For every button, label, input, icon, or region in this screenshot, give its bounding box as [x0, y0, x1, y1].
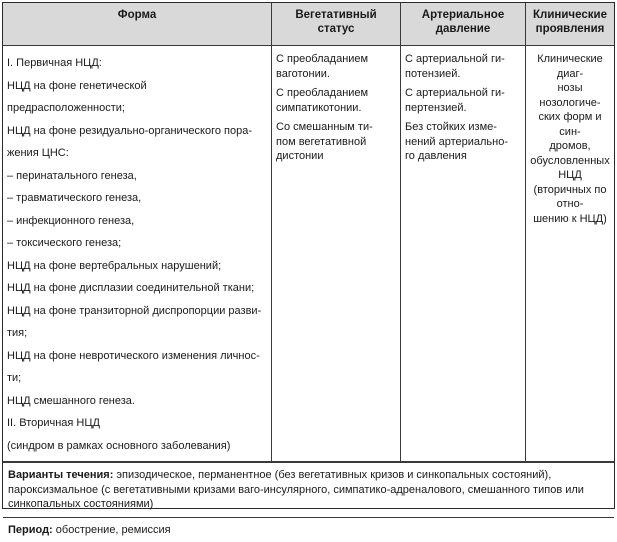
form-line: НЦД на фоне транзиторной диспропорции разви- [7, 304, 262, 317]
vegetative-item: С преобладанием симпатикотонии. [276, 87, 369, 114]
pressure-item: С артериальной ги- пертензией. [405, 87, 505, 114]
header-clinical-text: Клинические проявления [533, 9, 607, 35]
form-line: (синдром в рамках основного заболевания) [7, 439, 231, 452]
pressure-item: Без стойких изме- нений артериально- го давления [405, 121, 509, 162]
form-line: – травматического генеза, [7, 192, 142, 204]
header-pressure-text: Артериальное давление [421, 9, 505, 35]
course-variants [3, 462, 614, 517]
vegetative-item: Со смешанным ти- пом вегетативной дистонии [276, 121, 373, 162]
form-line: – инфекционного генеза, [7, 214, 135, 227]
period-text: обострение, ремиссия [52, 523, 171, 536]
pressure-cell [401, 46, 526, 462]
form-line: НЦД смешанного генеза. [7, 394, 135, 407]
classification-table-sheet [2, 2, 615, 536]
form-line: ти; [7, 372, 22, 384]
period-label: Период: [8, 523, 53, 536]
form-line: – перинатального генеза, [7, 169, 137, 182]
form-line: НЦД на фоне генетической [7, 79, 147, 92]
body-row [3, 46, 614, 462]
form-line: предрасположенности; [7, 102, 125, 114]
form-line: жения ЦНС: [7, 147, 69, 159]
form-line: НЦД на фоне вертебральных нарушений; [7, 259, 222, 272]
clinical-cell [526, 46, 615, 462]
form-line: НЦД на фоне дисплазии соединительной ткани; [7, 282, 255, 294]
header-row [3, 3, 614, 46]
form-line: НЦД на фоне невротического изменения личнос- [7, 349, 260, 362]
vegetative-item: С преобладанием ваготонии. [276, 53, 369, 80]
vegetative-cell [272, 46, 401, 462]
classification-table [3, 3, 614, 462]
course-text: эпизодическое, перманентное (без вегетативных кризов и синкопальных состояний), пароксизмальное (с вегетативными кризами ваго-инсулярного, симпатико-адреналового, смешанного типов или синкопальных состояниями) [8, 469, 584, 510]
period-row [3, 517, 614, 542]
form-line: II. Вторичная НЦД [7, 417, 100, 429]
form-line: I. Первичная НЦД: [7, 57, 102, 69]
header-vegetative [272, 3, 401, 46]
form-line: НЦД на фоне резидуально-органического пора- [7, 124, 253, 137]
pressure-item: С артериальной ги- потензией. [405, 53, 505, 80]
header-form-text: Форма [117, 9, 157, 21]
header-form [3, 3, 272, 46]
header-vegetative-text: Вегетативный статус [295, 9, 377, 35]
clinical-item: Клинические диаг- нозы нозологиче- ских форм и син- дромов, обусловленных НЦД (вторичных по отно- шению к НЦД) [530, 53, 610, 225]
header-clinical [526, 3, 615, 46]
course-label: Варианты течения: [8, 469, 114, 481]
form-cell [3, 46, 272, 462]
form-line: – токсического генеза; [7, 237, 122, 249]
form-line: тия; [7, 327, 28, 339]
header-pressure [401, 3, 526, 46]
